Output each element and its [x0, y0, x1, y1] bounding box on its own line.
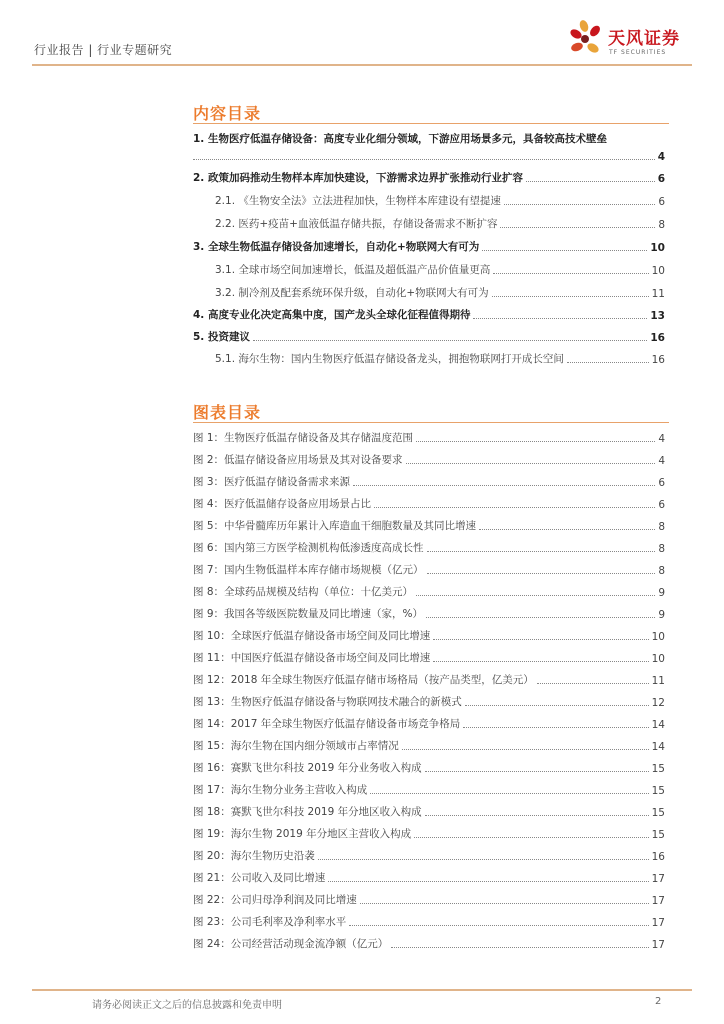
figure-entry-text: 图 8：全球药品规模及结构（单位：十亿美元） — [193, 586, 414, 598]
figure-entry-page: 15 — [651, 785, 665, 797]
figure-entry[interactable] — [193, 911, 665, 929]
figure-entry-text: 图 11：中国医疗低温存储设备市场空间及同比增速 — [193, 652, 431, 664]
toc-entry-4[interactable] — [193, 302, 665, 322]
tf-flower-logo-icon — [568, 18, 608, 60]
leader-dots — [193, 158, 655, 160]
toc-entry-page: 16 — [651, 354, 665, 366]
figure-entry[interactable] — [193, 537, 665, 555]
figure-entry-text: 图 14：2017 年全球生物医疗低温存储设备市场竞争格局 — [193, 718, 461, 730]
leader-dots — [426, 616, 655, 618]
toc-entry-3-2[interactable] — [215, 280, 665, 300]
figure-entry-text: 图 24：公司经营活动现金流净额（亿元） — [193, 938, 389, 950]
leader-dots — [406, 462, 656, 464]
leader-dots — [433, 660, 648, 662]
figure-entry-text: 图 9：我国各等级医院数量及同比增速（家，%） — [193, 608, 423, 620]
logo-subtitle: TF SECURITIES — [609, 49, 667, 56]
leader-dots — [416, 440, 655, 442]
figure-entry[interactable] — [193, 581, 665, 599]
leader-dots — [537, 682, 649, 684]
figure-entry[interactable] — [193, 823, 665, 841]
leader-dots — [479, 528, 655, 530]
figure-entry-page: 8 — [658, 565, 665, 577]
toc-entry-text: 3. 全球生物低温存储设备加速增长，自动化+物联网大有可为 — [193, 241, 480, 253]
figure-entry-text: 图 15：海尔生物在国内细分领域市占率情况 — [193, 740, 399, 752]
figure-entry-text: 图 1：生物医疗低温存储设备及其存储温度范围 — [193, 432, 414, 444]
figure-entry[interactable] — [193, 647, 665, 665]
toc-entry-page: 8 — [658, 219, 665, 231]
leader-dots — [402, 748, 649, 750]
toc-entry-text: 3.1. 全球市场空间加速增长，低温及超低温产品价值量更高 — [215, 264, 491, 276]
figure-entry-page: 9 — [658, 587, 665, 599]
header-divider — [32, 64, 692, 66]
figure-entry-text: 图 16：赛默飞世尔科技 2019 年分业务收入构成 — [193, 762, 422, 774]
figure-entry-text: 图 6：国内第三方医学检测机构低渗透度高成长性 — [193, 542, 424, 554]
company-logo — [568, 18, 696, 62]
figure-entry-page: 16 — [651, 851, 665, 863]
leader-dots — [349, 924, 648, 926]
figure-entry-page: 8 — [658, 543, 665, 555]
toc-title-rule — [193, 123, 669, 124]
toc-entry-3-1[interactable] — [215, 257, 665, 277]
leader-dots — [414, 836, 649, 838]
figure-entry[interactable] — [193, 493, 665, 511]
toc-entry-3[interactable] — [193, 234, 665, 254]
leader-dots — [427, 550, 656, 552]
page-number: 2 — [655, 996, 662, 1007]
toc-entry-page: 10 — [650, 242, 665, 254]
figure-entry-text: 图 21：公司收入及同比增速 — [193, 872, 326, 884]
toc-entry-text: 2.2. 医药+疫苗+血液低温存储共振，存储设备需求不断扩容 — [215, 218, 498, 230]
figure-entry-text: 图 23：公司毛利率及净利率水平 — [193, 916, 347, 928]
figure-entry-page: 6 — [658, 477, 665, 489]
toc-entry-page: 6 — [658, 196, 665, 208]
figure-entry[interactable] — [193, 449, 665, 467]
figure-entry[interactable] — [193, 933, 665, 951]
figure-entry-page: 11 — [651, 675, 665, 687]
figure-entry-page: 6 — [658, 499, 665, 511]
figure-entry-text: 图 5：中华骨髓库历年累计入库造血干细胞数量及其同比增速 — [193, 520, 477, 532]
leader-dots — [253, 339, 647, 341]
leader-dots — [473, 317, 647, 319]
figure-entry[interactable] — [193, 471, 665, 489]
toc-entry-2-1[interactable] — [215, 188, 665, 208]
figure-entry-page: 17 — [651, 939, 665, 951]
figure-entry[interactable] — [193, 845, 665, 863]
leader-dots — [567, 361, 649, 363]
toc-entry-page: 11 — [651, 288, 665, 300]
figure-entry[interactable] — [193, 625, 665, 643]
toc-entry-page: 4 — [657, 151, 665, 163]
figure-entry-text: 图 4：医疗低温储存设备应用场景占比 — [193, 498, 372, 510]
figure-entry[interactable] — [193, 757, 665, 775]
leader-dots — [427, 572, 656, 574]
toc-entry-text: 5. 投资建议 — [193, 331, 250, 343]
figure-entry[interactable] — [193, 691, 665, 709]
leader-dots — [463, 726, 648, 728]
figure-entry-page: 10 — [651, 653, 665, 665]
figure-entry-page: 14 — [651, 741, 665, 753]
leader-dots — [353, 484, 655, 486]
toc-entry-text: 3.2. 制冷剂及配套系统环保升级，自动化+物联网大有可为 — [215, 287, 489, 299]
figures-title: 图表目录 — [193, 403, 262, 422]
figure-entry-text: 图 20：海尔生物历史沿袭 — [193, 850, 315, 862]
figure-entry-page: 17 — [651, 895, 665, 907]
leader-dots — [500, 226, 655, 228]
figure-entry-page: 4 — [658, 455, 665, 467]
leader-dots — [328, 880, 648, 882]
toc-entry-page: 6 — [657, 173, 665, 185]
figure-entry-text: 图 13：生物医疗低温存储设备与物联网技术融合的新模式 — [193, 696, 462, 708]
toc-entry-text: 2.1. 《生物安全法》立法进程加快，生物样本库建设有望提速 — [215, 195, 501, 207]
figure-entry-text: 图 3：医疗低温存储设备需求来源 — [193, 476, 351, 488]
figure-entry-text: 图 7：国内生物低温样本库存储市场规模（亿元） — [193, 564, 424, 576]
figure-entry-text: 图 22：公司归母净利润及同比增速 — [193, 894, 357, 906]
leader-dots — [482, 249, 647, 251]
toc-entry-page: 10 — [651, 265, 665, 277]
leader-dots — [425, 814, 649, 816]
toc-entry-page: 16 — [650, 332, 665, 344]
leader-dots — [465, 704, 649, 706]
toc-entry-5[interactable] — [193, 324, 665, 344]
figure-entry[interactable] — [193, 735, 665, 753]
leader-dots — [526, 180, 655, 182]
figures-title-rule — [193, 422, 669, 423]
figure-entry-text: 图 12：2018 年全球生物医疗低温存储市场格局（按产品类型，亿美元） — [193, 674, 534, 686]
figure-entry-text: 图 10：全球医疗低温存储设备市场空间及同比增速 — [193, 630, 431, 642]
toc-entry-page: 13 — [650, 310, 665, 322]
figure-entry-page: 15 — [651, 829, 665, 841]
toc-entry-text: 2. 政策加码推动生物样本库加快建设，下游需求边界扩张推动行业扩容 — [193, 172, 523, 184]
figure-entry-page: 15 — [651, 807, 665, 819]
leader-dots — [318, 858, 649, 860]
figure-entry-page: 17 — [651, 873, 665, 885]
figure-entry-text: 图 2：低温存储设备应用场景及其对设备要求 — [193, 454, 403, 466]
figure-entry-text: 图 18：赛默飞世尔科技 2019 年分地区收入构成 — [193, 806, 422, 818]
leader-dots — [425, 770, 649, 772]
toc-entry-5-1[interactable] — [215, 346, 665, 366]
toc-entry-text: 4. 高度专业化决定高集中度，国产龙头全球化征程值得期待 — [193, 309, 471, 321]
leader-dots — [504, 203, 655, 205]
leader-dots — [370, 792, 648, 794]
footer-divider — [32, 989, 692, 991]
figure-entry[interactable] — [193, 889, 665, 907]
figure-entry[interactable] — [193, 515, 665, 533]
leader-dots — [493, 272, 648, 274]
leader-dots — [433, 638, 648, 640]
figure-entry[interactable] — [193, 867, 665, 885]
figure-entry[interactable] — [193, 559, 665, 577]
leader-dots — [374, 506, 655, 508]
figure-entry-page: 4 — [658, 433, 665, 445]
figure-entry[interactable] — [193, 603, 665, 621]
leader-dots — [360, 902, 649, 904]
figure-entry-page: 17 — [651, 917, 665, 929]
figure-entry-page: 15 — [651, 763, 665, 775]
toc-title: 内容目录 — [193, 104, 262, 123]
figure-entry-text: 图 19：海尔生物 2019 年分地区主营收入构成 — [193, 828, 412, 840]
figure-entry[interactable] — [193, 801, 665, 819]
report-category: 行业报告 | 行业专题研究 — [34, 43, 173, 57]
toc-entry-2-2[interactable] — [215, 211, 665, 231]
figure-entry[interactable] — [193, 427, 665, 445]
figure-entry-page: 9 — [658, 609, 665, 621]
leader-dots — [391, 946, 648, 948]
figure-entry-text: 图 17：海尔生物分业务主营收入构成 — [193, 784, 368, 796]
footer-disclaimer: 请务必阅读正文之后的信息披露和免责申明 — [92, 1000, 282, 1011]
figure-entry-page: 12 — [651, 697, 665, 709]
figure-entry[interactable] — [193, 713, 665, 731]
figure-entry-page: 10 — [651, 631, 665, 643]
leader-dots — [492, 295, 649, 297]
toc-entry-text: 1. 生物医疗低温存储设备：高度专业化细分领域，下游应用场景多元，具备较高技术壁垒 — [193, 133, 607, 145]
figure-entry[interactable] — [193, 779, 665, 797]
toc-entry-1[interactable] — [193, 131, 665, 163]
toc-entry-2[interactable] — [193, 165, 665, 185]
figure-entry[interactable] — [193, 669, 665, 687]
figure-entry-page: 14 — [651, 719, 665, 731]
figure-entry-page: 8 — [658, 521, 665, 533]
logo-wordmark: 天风证券 — [608, 29, 680, 49]
leader-dots — [416, 594, 655, 596]
toc-entry-text: 5.1. 海尔生物：国内生物医疗低温存储设备龙头，拥抱物联网打开成长空间 — [215, 353, 564, 365]
